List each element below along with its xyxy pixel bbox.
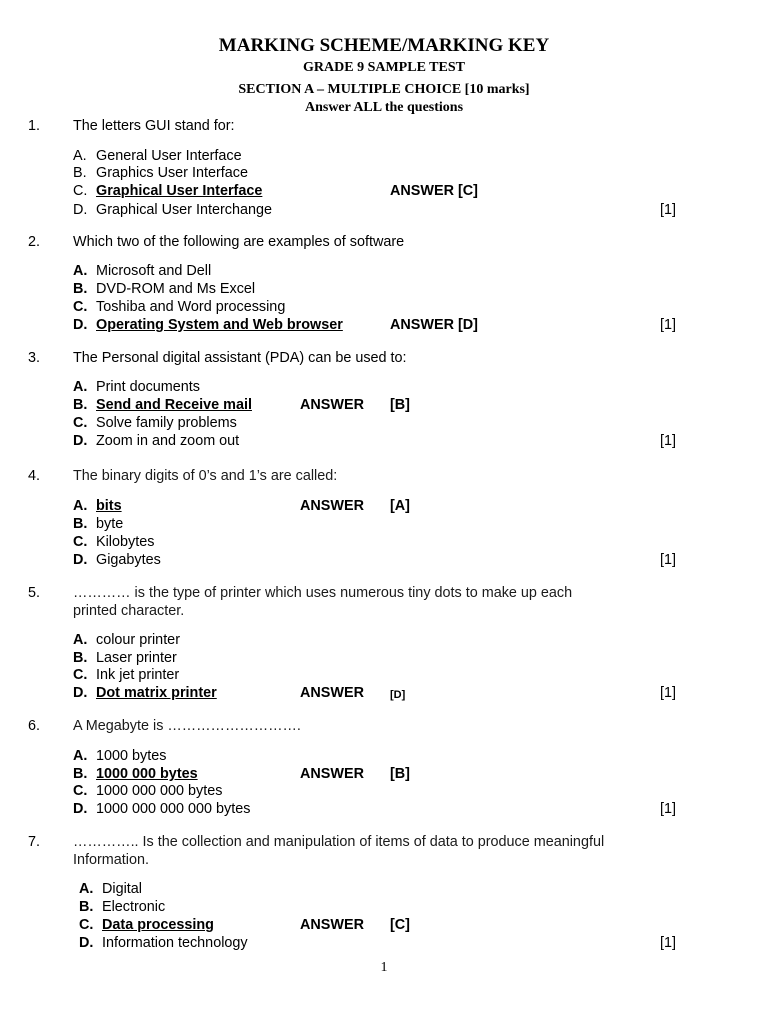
option-letter: D. — [73, 801, 88, 817]
answer-word: ANSWER — [300, 917, 364, 933]
option-d — [73, 800, 250, 818]
option-label: General User Interface — [96, 148, 242, 164]
option-letter: B. — [73, 516, 88, 532]
option-label: Gigabytes — [96, 552, 161, 568]
option-c — [73, 533, 154, 551]
question-number: 2. — [28, 234, 41, 250]
option-letter: C. — [73, 415, 88, 431]
option-b — [73, 396, 252, 414]
option-letter: B. — [73, 281, 88, 297]
correct-option-label: Dot matrix printer — [96, 685, 217, 701]
option-letter: C. — [73, 299, 88, 315]
answer-letter: [D] — [390, 689, 406, 701]
correct-option-label: Graphical User Interface — [96, 183, 263, 199]
page-title: MARKING SCHEME/MARKING KEY — [218, 35, 550, 56]
option-a — [73, 378, 200, 396]
option-d — [79, 934, 248, 952]
option-label: Print documents — [96, 379, 200, 395]
option-letter: C. — [79, 917, 94, 933]
option-b — [73, 164, 248, 182]
option-letter: D. — [73, 317, 88, 333]
mark-value: [1] — [660, 552, 676, 568]
option-letter: D. — [73, 685, 88, 701]
option-letter: B. — [79, 899, 94, 915]
question-text: The Personal digital assistant (PDA) can be used to: — [73, 350, 407, 366]
option-d — [73, 432, 239, 450]
question-text: A Megabyte is ………………………. — [73, 718, 301, 734]
option-a — [79, 880, 142, 898]
option-b — [73, 515, 123, 533]
correct-option-label: 1000 000 bytes — [96, 766, 198, 782]
option-letter: C. — [73, 783, 88, 799]
option-letter: A. — [79, 881, 94, 897]
mark-value: [1] — [660, 317, 676, 333]
option-label: DVD-ROM and Ms Excel — [96, 281, 256, 297]
question-text: Which two of the following are examples of software — [73, 234, 405, 250]
answer-letter: [A] — [390, 498, 410, 514]
mark-value: [1] — [660, 685, 676, 701]
option-d — [73, 316, 343, 334]
option-letter: C. — [73, 183, 88, 199]
question-number: 1. — [28, 118, 41, 134]
question-number: 4. — [28, 468, 41, 484]
option-c — [73, 666, 179, 684]
option-label: Kilobytes — [96, 534, 155, 550]
option-d — [73, 201, 272, 219]
option-letter: D. — [73, 552, 88, 568]
answer-letter: [C] — [390, 917, 410, 933]
option-b — [73, 280, 255, 298]
question-text-line-2: Information. — [73, 852, 149, 868]
page-number: 1 — [380, 960, 388, 975]
mark-value: [1] — [660, 801, 676, 817]
question-text: The letters GUI stand for: — [73, 118, 235, 134]
option-label: colour printer — [96, 632, 180, 648]
option-c — [73, 414, 237, 432]
option-b — [73, 649, 177, 667]
option-letter: A. — [73, 263, 88, 279]
option-letter: A. — [73, 632, 88, 648]
grade-heading: GRADE 9 SAMPLE TEST — [303, 60, 465, 75]
option-label: Electronic — [102, 899, 166, 915]
option-label: Solve family problems — [96, 415, 237, 431]
correct-option-label: Data processing — [102, 917, 214, 933]
option-letter: B. — [73, 650, 88, 666]
option-label: 1000 000 000 000 bytes — [96, 801, 251, 817]
option-label: 1000 bytes — [96, 748, 167, 764]
correct-option-label: bits — [96, 498, 122, 514]
correct-option-label: Operating System and Web browser — [96, 317, 343, 333]
mark-value: [1] — [660, 433, 676, 449]
question-number: 3. — [28, 350, 41, 366]
option-d — [73, 684, 217, 702]
option-label: Information technology — [102, 935, 248, 951]
option-label: Zoom in and zoom out — [96, 433, 240, 449]
option-c — [73, 782, 222, 800]
answer-label: ANSWER [C] — [390, 183, 478, 199]
option-letter: B. — [73, 397, 88, 413]
answer-letter: [B] — [390, 397, 410, 413]
option-label: Laser printer — [96, 650, 177, 666]
question-text-line-2: printed character. — [73, 603, 185, 619]
option-c — [73, 182, 262, 200]
option-b — [73, 765, 198, 783]
option-a — [73, 262, 211, 280]
option-letter: D. — [79, 935, 94, 951]
option-label: Microsoft and Dell — [96, 263, 212, 279]
option-letter: A. — [73, 379, 88, 395]
option-label: byte — [96, 516, 124, 532]
section-heading: SECTION A – MULTIPLE CHOICE [10 marks] — [238, 82, 530, 97]
option-letter: B. — [73, 165, 87, 181]
option-letter: B. — [73, 766, 88, 782]
answer-letter: [B] — [390, 766, 410, 782]
option-a — [73, 147, 242, 165]
option-letter: A. — [73, 148, 87, 164]
correct-option-label: Send and Receive mail — [96, 397, 252, 413]
option-letter: D. — [73, 433, 88, 449]
option-label: 1000 000 000 bytes — [96, 783, 223, 799]
option-label: Digital — [102, 881, 142, 897]
answer-word: ANSWER — [300, 685, 364, 701]
option-letter: D. — [73, 202, 88, 218]
option-c — [79, 916, 214, 934]
question-text-line-1: ………….. Is the collection and manipulation of items of data to produce meaningful — [73, 834, 605, 850]
mark-value: [1] — [660, 202, 676, 218]
answer-word: ANSWER — [300, 766, 364, 782]
question-number: 7. — [28, 834, 41, 850]
option-label: Graphics User Interface — [96, 165, 248, 181]
option-letter: C. — [73, 534, 88, 550]
option-d — [73, 551, 161, 569]
question-text: The binary digits of 0’s and 1’s are called: — [73, 468, 338, 484]
option-label: Graphical User Interchange — [96, 202, 272, 218]
option-c — [73, 298, 285, 316]
option-letter: A. — [73, 748, 88, 764]
question-number: 5. — [28, 585, 41, 601]
option-a — [73, 631, 180, 649]
mark-value: [1] — [660, 935, 676, 951]
answer-word: ANSWER — [300, 397, 364, 413]
question-text-line-1: ………… is the type of printer which uses numerous tiny dots to make up each — [73, 585, 573, 601]
option-letter: C. — [73, 667, 88, 683]
option-b — [79, 898, 165, 916]
instruction-heading: Answer ALL the questions — [304, 100, 464, 115]
option-a — [73, 747, 166, 765]
answer-label: ANSWER [D] — [390, 317, 478, 333]
option-a — [73, 497, 122, 515]
option-label: Toshiba and Word processing — [96, 299, 286, 315]
option-letter: A. — [73, 498, 88, 514]
option-label: Ink jet printer — [96, 667, 180, 683]
answer-word: ANSWER — [300, 498, 364, 514]
question-number: 6. — [28, 718, 41, 734]
